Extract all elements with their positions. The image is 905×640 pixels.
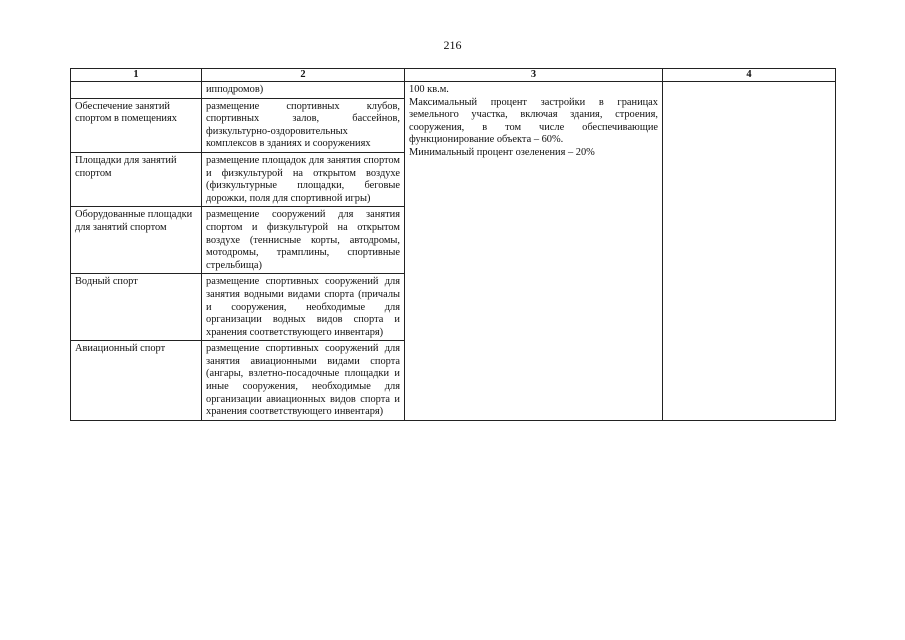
use-type-name: Авиационный спорт (71, 341, 202, 421)
use-type-description: размещение спортивных клубов, спортивных залов, бассейнов, физкультурно-оздоровительных комплексов в зданиях и сооружениях (202, 98, 405, 152)
column-header-1: 1 (71, 69, 202, 82)
parameters-cell (405, 82, 663, 421)
table-row (71, 82, 836, 99)
page-number: 216 (443, 38, 462, 52)
column-header-3: 3 (405, 69, 663, 82)
continuation-description-cell: ипподромов) (202, 82, 405, 99)
continuation-name-cell (71, 82, 202, 99)
column-header-2: 2 (202, 69, 405, 82)
use-type-description: размещение спортивных сооружений для занятия авиационными видами спорта (ангары, взлетно-посадочные площадки и иные сооружения, необходимые для организации авиационных видов спорта и хранения соответствующего инвентаря) (202, 341, 405, 421)
use-type-description: размещение площадок для занятия спортом и физкультурой на открытом воздухе (физкультурные площадки, беговые дорожки, поля для спортивной игры) (202, 152, 405, 206)
regulations-table (70, 68, 836, 421)
use-type-name: Площадки для занятий спортом (71, 152, 202, 206)
use-type-description: размещение сооружений для занятия спортом и физкультурой на открытом воздухе (теннисные корты, автодромы, мотодромы, трамплины, спортивные стрельбища) (202, 207, 405, 274)
restrictions-cell (663, 82, 836, 421)
parameter-min-area: 100 кв.м. (409, 84, 449, 95)
parameter-min-landscaping: Минимальный процент озеленения – 20% (409, 146, 595, 158)
use-type-name: Оборудованные площадки для занятий спортом (71, 207, 202, 274)
column-header-4: 4 (663, 69, 836, 82)
use-type-name: Обеспечение занятий спортом в помещениях (71, 98, 202, 152)
parameter-max-coverage: Максимальный процент застройки в границах земельного участка, включая здания, строения, сооружения, в том числе обеспечивающие функционирование объекта – 60%. (409, 96, 658, 146)
use-type-name: Водный спорт (71, 274, 202, 341)
table-header-row (71, 69, 836, 82)
use-type-description: размещение спортивных сооружений для занятия водными видами спорта (причалы и сооружения, необходимые для организации водных видов спорта и хранения соответствующего инвентаря) (202, 274, 405, 341)
